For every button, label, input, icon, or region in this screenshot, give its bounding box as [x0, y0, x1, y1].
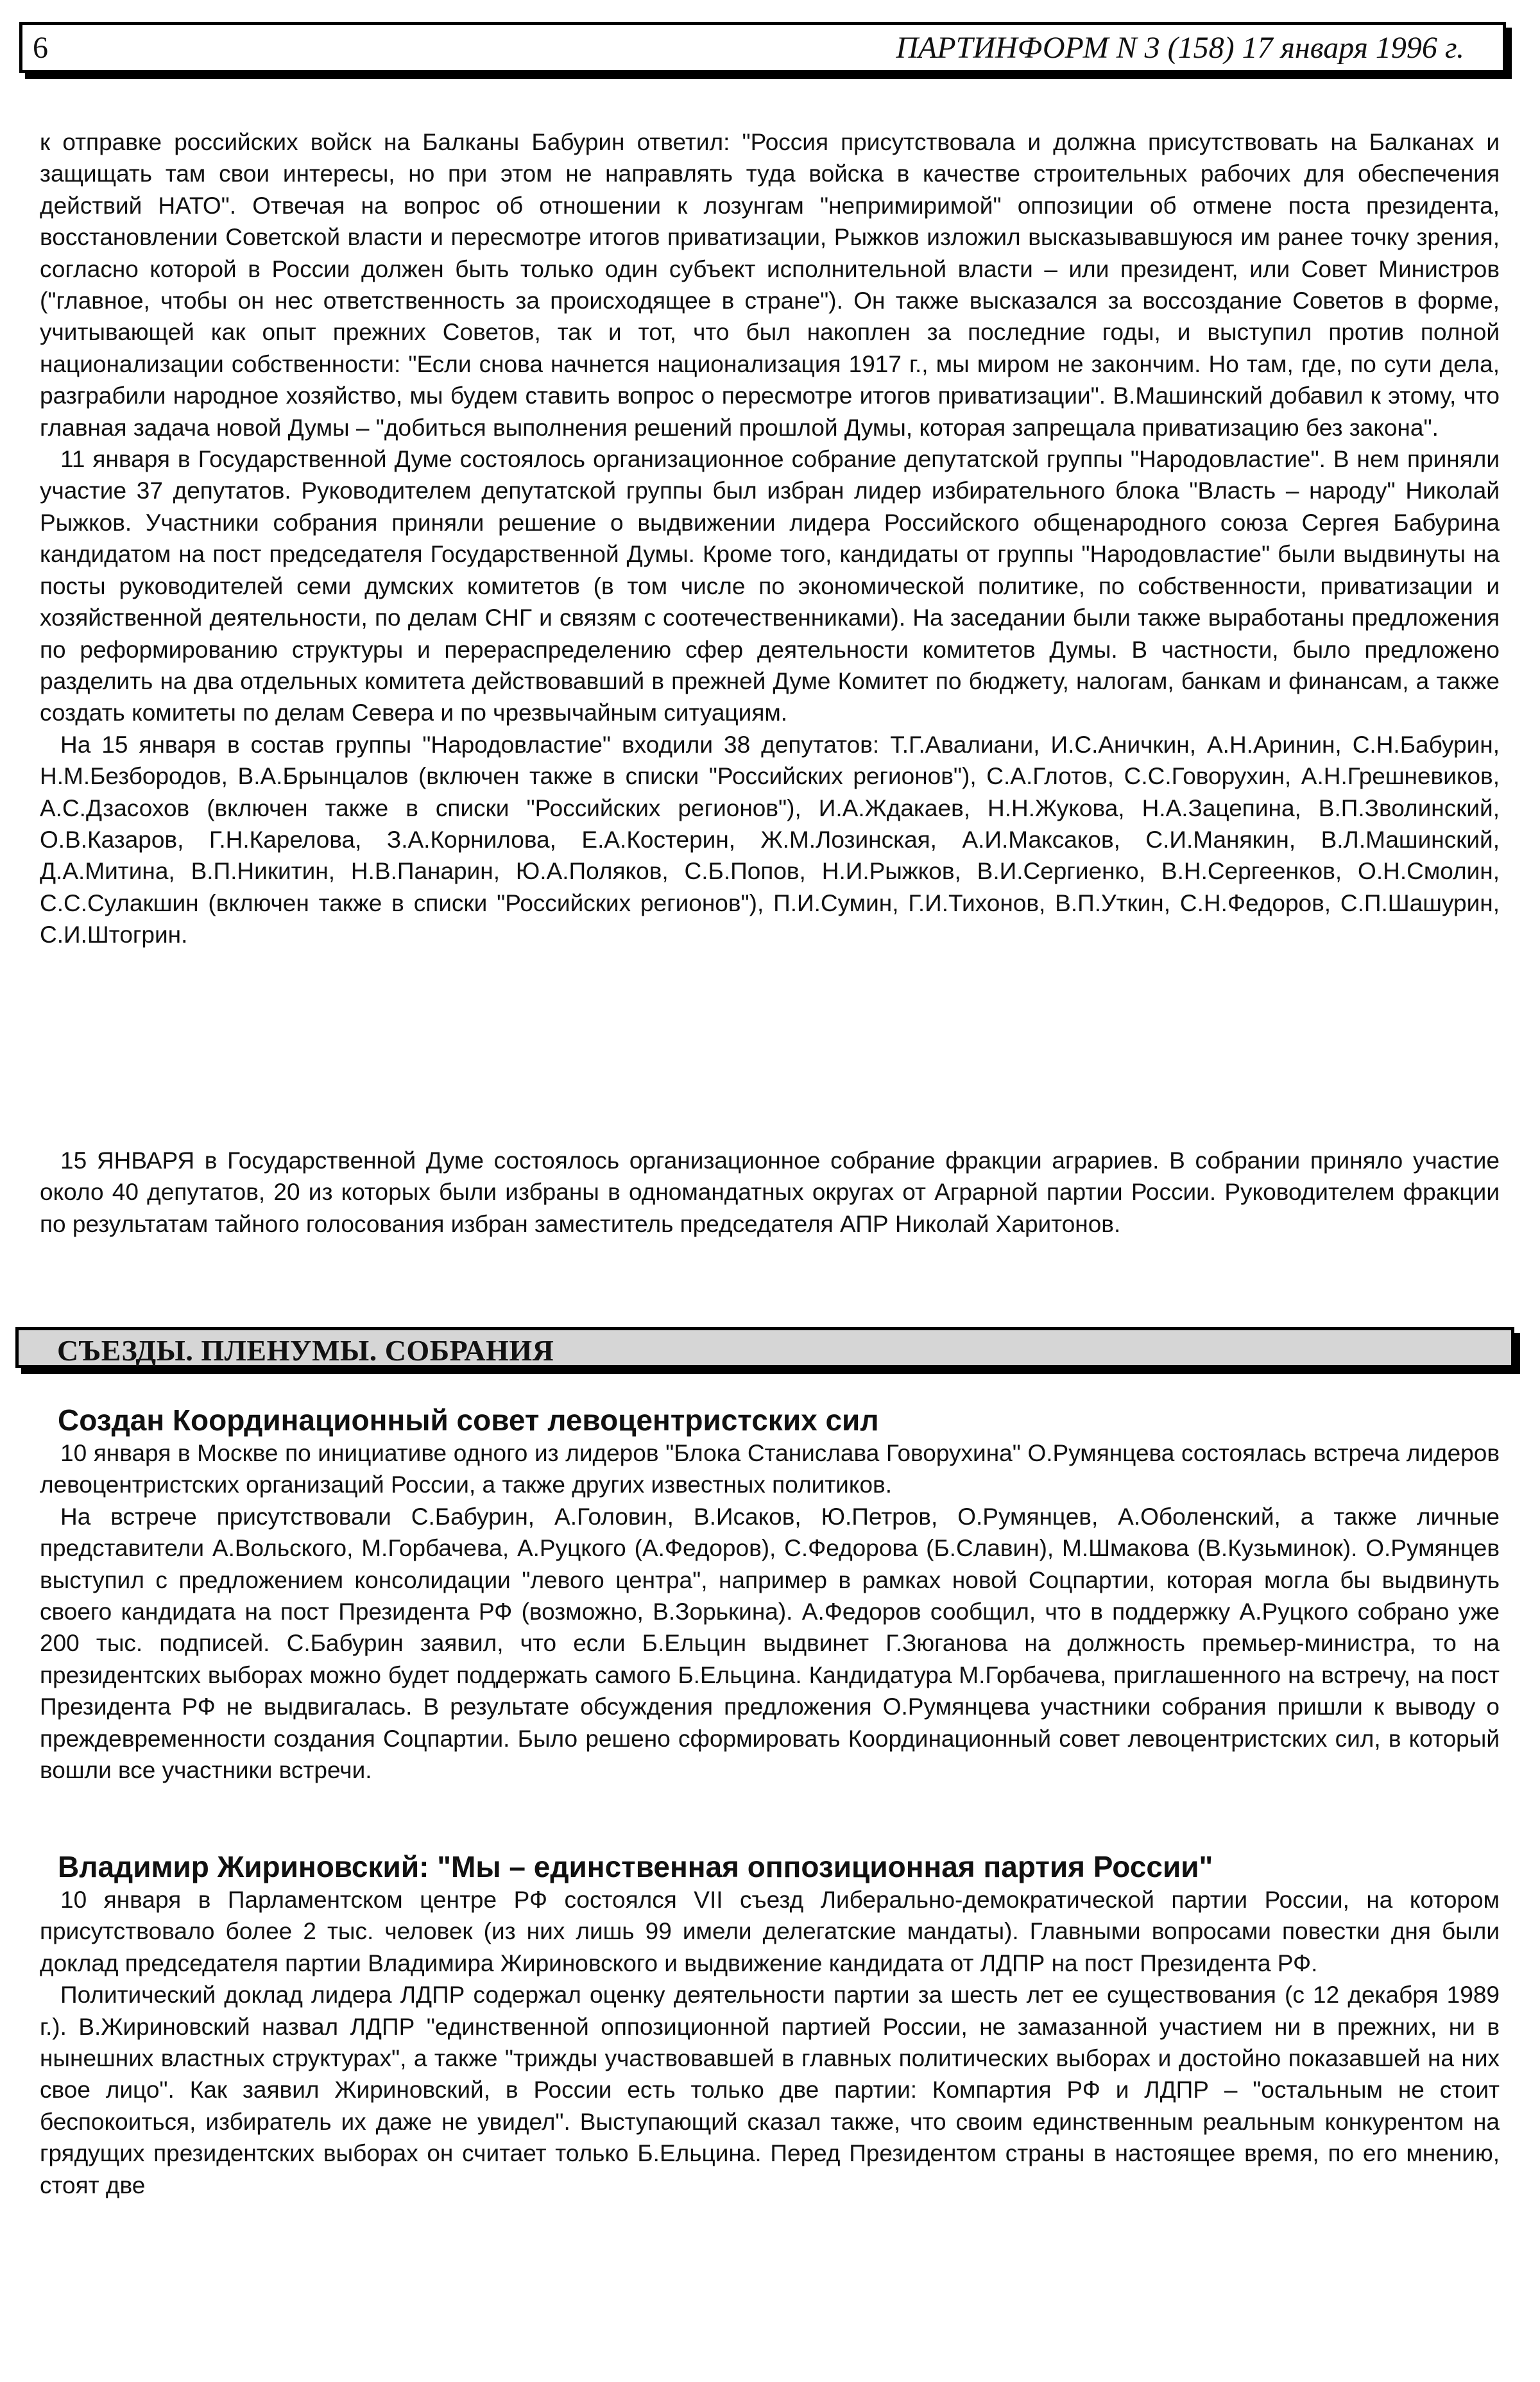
section-header: [15, 1327, 1514, 1368]
article-headline: Создан Координационный совет левоцентристских сил: [58, 1403, 879, 1437]
issue-masthead: ПАРТИНФОРМ N 3 (158) 17 января 1996 г.: [896, 31, 1464, 65]
paragraph: 15 ЯНВАРЯ в Государственной Думе состоялось организационное собрание фракции аграриев. В собрании приняло участие около 40 депутатов, 20 из которых были избраны в одномандатных округах от Аграрной партии России. Руководителем фракции по результатам тайного голосования избран заместитель председателя АПР Николай Харитонов.: [40, 1147, 1500, 1237]
article-body: [40, 1884, 1500, 2201]
paragraph: На 15 января в состав группы "Народовластие" входили 38 депутатов: Т.Г.Авалиани, И.С.Аничкин, А.Н.Аринин, С.Н.Бабурин, Н.М.Безбородов, В.А.Брынцалов (включен также в списки "Российских регионов"), С.А.Глотов, С.С.Говорухин, А.Н.Грешневиков, А.С.Дзасохов (включен также в списки "Российских регионов"), И.А.Ждакаев, Н.Н.Жукова, Н.А.Зацепина, В.П.Зволинский, О.В.Казаров, Г.Н.Карелова, З.А.Корнилова, Е.А.Костерин, Ж.М.Лозинская, А.И.Максаков, С.И.Манякин, В.Л.Машинский, Д.А.Митина, В.П.Никитин, Н.В.Панарин, Ю.А.Поляков, С.Б.Попов, Н.И.Рыжков, В.И.Сергиенко, В.Н.Сергеенков, О.Н.Смолин, С.С.Сулакшин (включен также в списки "Российских регионов"), П.И.Сумин, Г.И.Тихонов, В.П.Уткин, С.Н.Федоров, С.П.Шашурин, С.И.Штогрин.: [40, 731, 1500, 948]
section-title: СЪЕЗДЫ. ПЛЕНУМЫ. СОБРАНИЯ: [57, 1334, 554, 1367]
page-number: 6: [33, 31, 48, 65]
article-body: [40, 1437, 1500, 1786]
paragraph: Политический доклад лидера ЛДПР содержал оценку деятельности партии за шесть лет ее существования (с 12 декабря 1989 г.). В.Жириновский назвал ЛДПР "единственной оппозиционной партией России, не замазанной участием ни в прежних, ни в нынешних властных структурах", а также "трижды участвовавшей в главных политических выборах и достойно показавшей на них свое лицо". Как заявил Жириновский, в России есть только две партии: Компартия РФ и ЛДПР – "остальным не стоит беспокоиться, избиратель их даже не увидел". Выступающий сказал также, что своим единственным реальным конкурентом на грядущих президентских выборах он считает только Б.Ельцина. Перед Президентом страны в настоящее время, по его мнению, стоят две: [40, 1982, 1500, 2198]
paragraph: 11 января в Государственной Думе состоялось организационное собрание депутатской группы "Народовластие". В нем приняли участие 37 депутатов. Руководителем депутатской группы был избран лидер избирательного блока "Власть – народу" Николай Рыжков. Участники собрания приняли решение о выдвижении лидера Российского общенародного союза Сергея Бабурина кандидатом на пост председателя Государственной Думы. Кроме того, кандидаты от группы "Народовластие" были выдвинуты на посты руководителей семи думских комитетов (в том числе по экономической политике, по собственности, приватизации и хозяйственной деятельности, по делам СНГ и связям с соотечественниками). На заседании были также выработаны предложения по реформированию структуры и перераспределению сфер деятельности комитетов Думы. В частности, было предложено разделить на два отдельных комитета действовавший в прежней Думе Комитет по бюджету, налогам, банкам и финансам, а также создать комитеты по делам Севера и по чрезвычайным ситуациям.: [40, 446, 1500, 726]
news-item-agrarians: [40, 1145, 1500, 1240]
paragraph: На встрече присутствовали С.Бабурин, А.Головин, В.Исаков, Ю.Петров, О.Румянцев, А.Оболенский, а также личные представители А.Вольского, М.Горбачева, А.Руцкого (А.Федоров), С.Федорова (Б.Славин), М.Шмакова (В.Кузьминок). О.Румянцев выступил с предложением консолидации "левого центра", например в рамках новой Соцпартии, которая могла бы выдвинуть своего кандидата на пост Президента РФ (возможно, В.Зорькина). А.Федоров сообщил, что в поддержку А.Руцкого собрано уже 200 тыс. подписей. С.Бабурин заявил, что если Б.Ельцин выдвинет Г.Зюганова на должность премьер-министра, то на президентских выборах можно будет поддержать самого Б.Ельцина. Кандидатура М.Горбачева, приглашенного на встречу, на пост Президента РФ не выдвигалась. В результате обсуждения предложения О.Румянцева участники собрания пришли к выводу о преждевременности создания Соцпартии. Было решено сформировать Координационный совет левоцентристских сил, в который вошли все участники встречи.: [40, 1503, 1500, 1784]
paragraph: 10 января в Парламентском центре РФ состоялся VII съезд Либерально-демократической партии России, на котором присутствовало более 2 тыс. человек (из них лишь 99 имели делегатские мандаты). Главными вопросами повестки дня были доклад председателя партии Владимира Жириновского и выдвижение кандидата от ЛДПР на пост Президента РФ.: [40, 1887, 1500, 1976]
paragraph: 10 января в Москве по инициативе одного из лидеров "Блока Станислава Говорухина" О.Румянцева состоялась встреча лидеров левоцентристских организаций России, а также других известных политиков.: [40, 1440, 1500, 1498]
paragraph: к отправке российских войск на Балканы Бабурин ответил: "Россия присутствовала и должна присутствовать на Балканах и защищать там свои интересы, но при этом не направлять туда войска в качестве строительных рабочих для обеспечения действий НАТО". Отвечая на вопрос об отношении к лозунгам "непримиримой" оппозиции об отмене поста президента, восстановлении Советской власти и пересмотре итогов приватизации, Рыжков изложил высказывавшуюся им ранее точку зрения, согласно которой в России должен быть только один субъект исполнительной власти – или президент, или Совет Министров ("главное, чтобы он нес ответственность за происходящее в стране"). Он также высказался за воссоздание Советов в форме, учитывающей как опыт прежних Советов, так и тот, что был накоплен за последние годы, и выступил против полной национализации собственности: "Если снова начнется национализация 1917 г., мы миром не закончим. Но там, где, по сути дела, разграбили народное хозяйство, мы будем ставить вопрос о пересмотре итогов приватизации". В.Машинский добавил к этому, что главная задача новой Думы – "добиться выполнения решений прошлой Думы, которая запрещала приватизацию без закона".: [40, 129, 1500, 441]
page-header: [19, 22, 1506, 73]
article-continuation: [40, 126, 1500, 951]
article-headline: Владимир Жириновский: "Мы – единственная оппозиционная партия России": [58, 1850, 1213, 1883]
